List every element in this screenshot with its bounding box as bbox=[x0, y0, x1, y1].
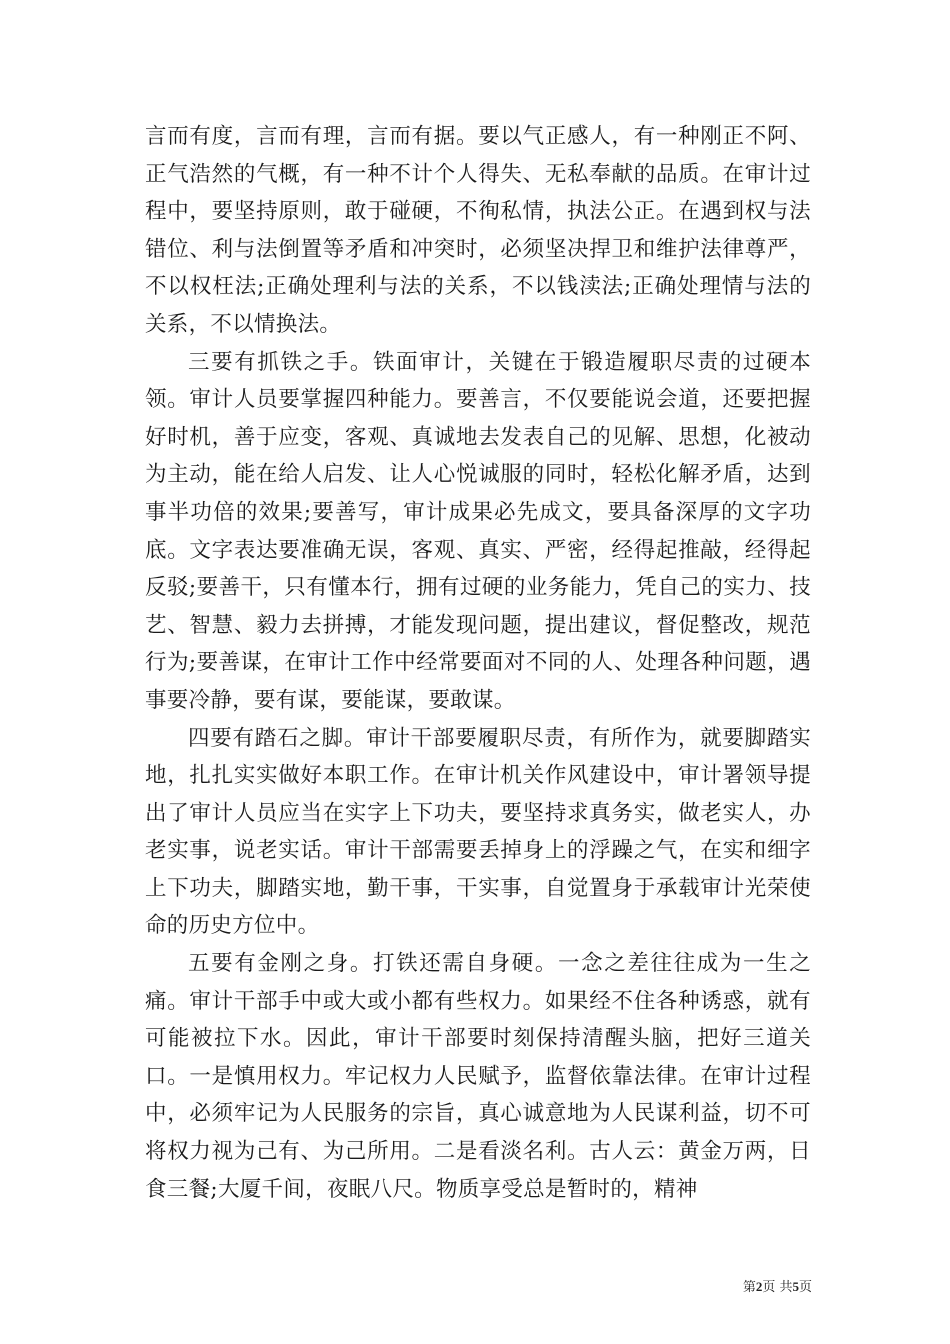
footer-prefix: 第 bbox=[742, 1280, 756, 1295]
footer-middle: 页 共 bbox=[762, 1280, 793, 1295]
paragraph-2: 三要有抓铁之手。铁面审计，关键在于锻造履职尽责的过硬本领。审计人员要掌握四种能力。要善言，不仅要能说会道，还要把握好时机，善于应变，客观、真诚地去发表自己的见解、思想，化被动为主动，能在给人启发、让人心悦诚服的同时，轻松化解矛盾，达到事半功倍的效果;要善写，审计成果必先成文，要具备深厚的文字功底。文字表达要准确无误，客观、真实、严密，经得起推敲，经得起反驳;要善干，只有懂本行，拥有过硬的业务能力，凭自己的实力、技艺、智慧、毅力去拼搏，才能发现问题，提出建议，督促整改，规范行为;要善谋，在审计工作中经常要面对不同的人、处理各种问题，遇事要冷静，要有谋，要能谋，要敢谋。 bbox=[145, 349, 811, 713]
document-body bbox=[145, 118, 811, 1208]
footer-total-pages: 5 bbox=[792, 1279, 799, 1294]
paragraph-1: 言而有度，言而有理，言而有据。要以气正感人，有一种刚正不阿、正气浩然的气概，有一种不计个人得失、无私奉献的品质。在审计过程中，要坚持原则，敢于碰硬，不徇私情，执法公正。在遇到权与法错位、利与法倒置等矛盾和冲突时，必须坚决捍卫和维护法律尊严，不以权枉法;正确处理利与法的关系，不以钱渎法;正确处理情与法的关系，不以情换法。 bbox=[145, 124, 811, 337]
footer-current-page: 2 bbox=[755, 1279, 763, 1294]
page-number-footer bbox=[700, 1276, 812, 1295]
paragraph-3: 四要有踏石之脚。审计干部要履职尽责，有所作为，就要脚踏实地，扎扎实实做好本职工作。在审计机关作风建设中，审计署领导提出了审计人员应当在实字上下功夫，要坚持求真务实，做老实人，办老实事，说老实话。审计干部需要丢掉身上的浮躁之气，在实和细字上下功夫，脚踏实地，勤干事，干实事，自觉置身于承载审计光荣使命的历史方位中。 bbox=[145, 725, 811, 939]
footer-suffix: 页 bbox=[798, 1280, 812, 1295]
paragraph-4: 五要有金刚之身。打铁还需自身硬。一念之差往往成为一生之痛。审计干部手中或大或小都有些权力。如果经不住各种诱惑，就有可能被拉下水。因此，审计干部要时刻保持清醒头脑，把好三道关口。一是慎用权力。牢记权力人民赋予，监督依靠法律。在审计过程中，必须牢记为人民服务的宗旨，真心诚意地为人民谋利益，切不可将权力视为己有、为己所用。二是看淡名利。古人云：黄金万两，日食三餐;大厦千间，夜眠八尺。物质享受总是暂时的，精神 bbox=[145, 951, 811, 1202]
